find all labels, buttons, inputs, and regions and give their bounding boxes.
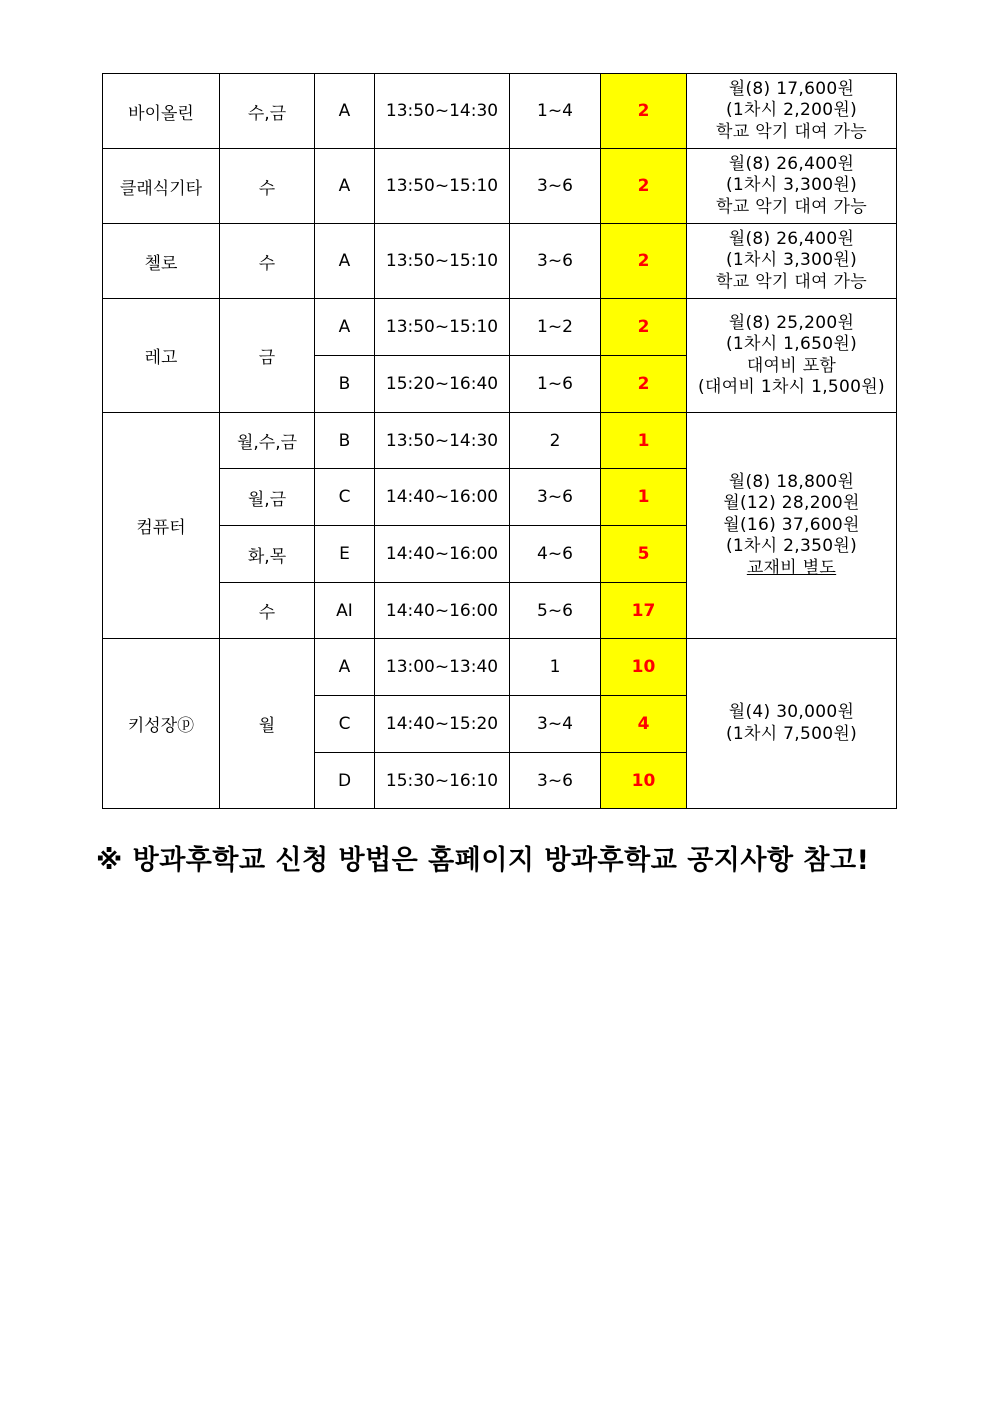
count-cell: 2 [601, 299, 687, 356]
days-cell: 월,금 [220, 469, 315, 526]
time-cell: 13:50~15:10 [375, 224, 510, 299]
note-line: 월(8) 26,400원 [728, 228, 855, 249]
grade-cell: 1~4 [510, 74, 601, 149]
note-line: 월(12) 28,200원 [723, 493, 860, 514]
class-cell: AI [315, 583, 375, 639]
table-row [103, 639, 897, 696]
subject-cell: 바이올린 [103, 74, 220, 149]
class-cell: A [315, 74, 375, 149]
class-cell: B [315, 413, 375, 469]
note-cell [687, 413, 897, 639]
grade-cell: 1~2 [510, 299, 601, 356]
table-row [103, 149, 897, 224]
days-cell: 수 [220, 583, 315, 639]
count-cell: 2 [601, 149, 687, 224]
class-cell: A [315, 639, 375, 696]
note-cell [687, 299, 897, 413]
days-cell: 수 [220, 149, 315, 224]
grade-cell: 3~6 [510, 469, 601, 526]
count-cell: 1 [601, 413, 687, 469]
note-line: (1차시 1,650원) [725, 334, 858, 354]
note-line: 대여비 포함 [746, 355, 837, 376]
time-cell: 13:50~14:30 [375, 74, 510, 149]
note-line: (1차시 3,300원) [725, 250, 858, 271]
note-line: 학교 악기 대여 가능 [716, 271, 867, 292]
note-line: 월(4) 30,000원 [728, 702, 855, 722]
count-cell: 1 [601, 469, 687, 526]
count-cell: 2 [601, 224, 687, 299]
time-cell: 15:30~16:10 [375, 753, 510, 809]
note-line: 학교 악기 대여 가능 [716, 121, 867, 142]
class-cell: A [315, 224, 375, 299]
note-line: 월(8) 25,200원 [728, 312, 855, 333]
class-cell: A [315, 299, 375, 356]
time-cell: 14:40~16:00 [375, 526, 510, 583]
subject-cell: 첼로 [103, 224, 220, 299]
class-cell: C [315, 696, 375, 753]
class-cell: B [315, 356, 375, 413]
note-line: (1차시 3,300원) [725, 175, 858, 196]
count-cell: 4 [601, 696, 687, 753]
grade-cell: 1~6 [510, 356, 601, 413]
time-cell: 13:50~15:10 [375, 149, 510, 224]
note-line: (대여비 1차시 1,500원) [698, 377, 885, 397]
note-line: (1차시 7,500원) [725, 723, 858, 744]
time-cell: 13:50~14:30 [375, 413, 510, 469]
time-cell: 15:20~16:40 [375, 356, 510, 413]
days-cell: 월 [220, 639, 315, 809]
time-cell: 13:00~13:40 [375, 639, 510, 696]
grade-cell: 1 [510, 639, 601, 696]
grade-cell: 2 [510, 413, 601, 469]
class-cell: A [315, 149, 375, 224]
grade-cell: 5~6 [510, 583, 601, 639]
class-cell: C [315, 469, 375, 526]
footer-note: ※ 방과후학교 신청 방법은 홈페이지 방과후학교 공지사항 참고! [96, 845, 870, 876]
time-cell: 14:40~16:00 [375, 469, 510, 526]
count-cell: 2 [601, 356, 687, 413]
count-cell: 5 [601, 526, 687, 583]
subject-cell: 레고 [103, 299, 220, 413]
subject-cell: 컴퓨터 [103, 413, 220, 639]
note-cell [687, 639, 897, 809]
grade-cell: 3~6 [510, 224, 601, 299]
time-cell: 13:50~15:10 [375, 299, 510, 356]
days-cell: 수 [220, 224, 315, 299]
subject-cell: 키성장ⓟ [103, 639, 220, 809]
time-cell: 14:40~15:20 [375, 696, 510, 753]
class-cell: D [315, 753, 375, 809]
count-cell: 10 [601, 753, 687, 809]
note-line: (1차시 2,350원) [725, 536, 858, 557]
days-cell: 화,목 [220, 526, 315, 583]
days-cell: 금 [220, 299, 315, 413]
table-row [103, 413, 897, 469]
grade-cell: 4~6 [510, 526, 601, 583]
count-cell: 17 [601, 583, 687, 639]
count-cell: 2 [601, 74, 687, 149]
note-line: 월(16) 37,600원 [723, 514, 860, 535]
count-cell: 10 [601, 639, 687, 696]
note-line-underlined: 교재비 별도 [746, 557, 837, 578]
note-line: 월(8) 18,800원 [728, 471, 855, 492]
table-row [103, 224, 897, 299]
note-cell [687, 74, 897, 149]
note-line: 월(8) 26,400원 [728, 153, 855, 174]
note-line: 학교 악기 대여 가능 [716, 196, 867, 217]
days-cell: 월,수,금 [220, 413, 315, 469]
grade-cell: 3~4 [510, 696, 601, 753]
note-line: 월(8) 17,600원 [728, 78, 855, 99]
note-cell [687, 224, 897, 299]
schedule-table [102, 73, 897, 809]
table-row [103, 299, 897, 356]
note-cell [687, 149, 897, 224]
days-cell: 수,금 [220, 74, 315, 149]
grade-cell: 3~6 [510, 149, 601, 224]
grade-cell: 3~6 [510, 753, 601, 809]
time-cell: 14:40~16:00 [375, 583, 510, 639]
note-line: (1차시 2,200원) [725, 100, 858, 121]
subject-cell: 클래식기타 [103, 149, 220, 224]
table-row [103, 74, 897, 149]
class-cell: E [315, 526, 375, 583]
